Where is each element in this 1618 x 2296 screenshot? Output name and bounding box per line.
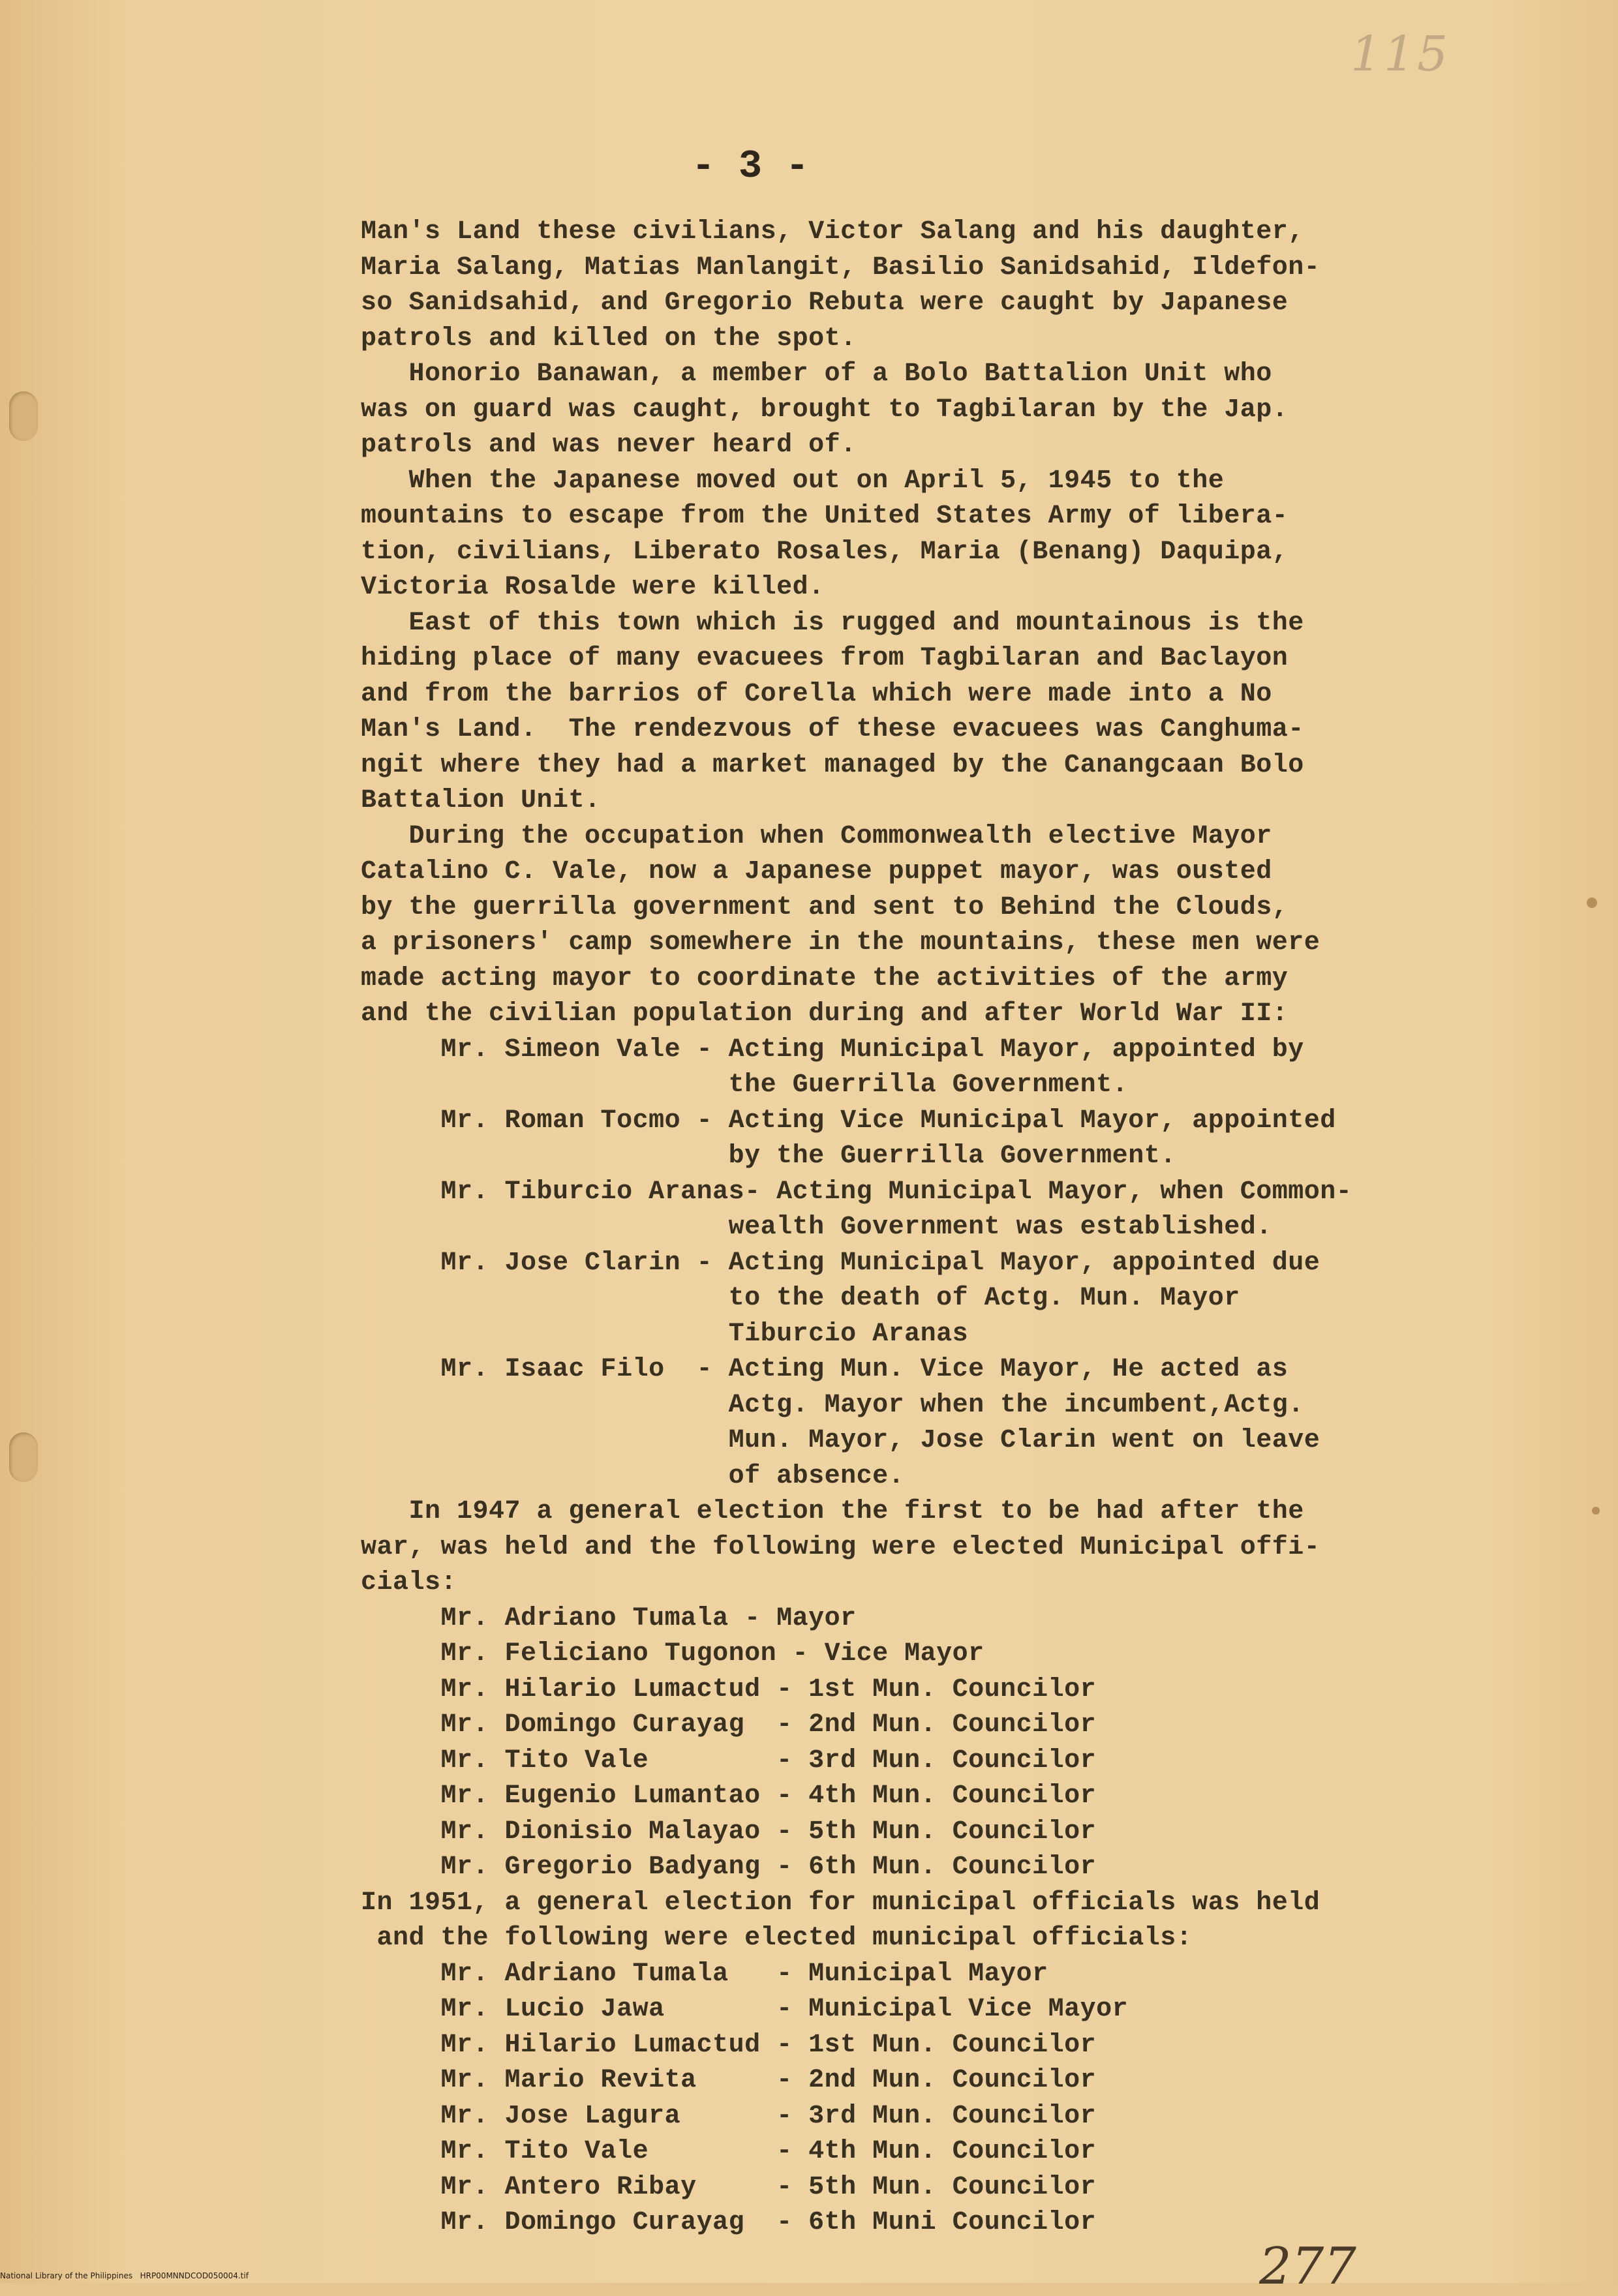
page-number: - 3 -	[692, 145, 810, 189]
text-line: war, was held and the following were elected Municipal offi-	[361, 1532, 1320, 1562]
text-line: Catalino C. Vale, now a Japanese puppet mayor, was ousted	[361, 857, 1272, 886]
text-line: of absence.	[361, 1461, 905, 1491]
text-line: a prisoners' camp somewhere in the mountains, these men were	[361, 928, 1320, 958]
text-line: was on guard was caught, brought to Tagbilaran by the Jap.	[361, 395, 1289, 425]
text-line: patrols and killed on the spot.	[361, 324, 857, 354]
text-line: Mr. Lucio Jawa - Municipal Vice Mayor	[361, 1995, 1129, 2024]
text-line: East of this town which is rugged and mountainous is the	[361, 608, 1304, 638]
text-line: Actg. Mayor when the incumbent,Actg.	[361, 1390, 1304, 1420]
handwritten-number: 277	[1259, 2237, 1356, 2296]
text-line: Battalion Unit.	[361, 786, 601, 815]
text-line: the Guerrilla Government.	[361, 1070, 1129, 1100]
text-line: Mr. Hilario Lumactud - 1st Mun. Councilor	[361, 2030, 1097, 2060]
text-line: In 1951, a general election for municipal officials was held	[361, 1888, 1320, 1918]
text-line: Mr. Gregorio Badyang - 6th Mun. Councilor	[361, 1852, 1097, 1882]
text-line: Maria Salang, Matias Manlangit, Basilio Sanidsahid, Ildefon-	[361, 252, 1320, 282]
text-line: Mr. Adriano Tumala - Mayor	[361, 1603, 857, 1633]
text-line: Tiburcio Aranas	[361, 1319, 969, 1349]
text-line: Mr. Adriano Tumala - Municipal Mayor	[361, 1959, 1048, 1989]
text-line: Victoria Rosalde were killed.	[361, 573, 825, 602]
text-line: Mr. Jose Clarin - Acting Municipal Mayor, appointed due	[361, 1248, 1320, 1278]
text-line: Mr. Simeon Vale - Acting Municipal Mayor, appointed by	[361, 1035, 1304, 1065]
archive-footer: National Library of the Philippines HRP00MNNDCOD050004.tif	[0, 2271, 249, 2280]
text-line: Mr. Domingo Curayag - 6th Muni Councilor	[361, 2208, 1097, 2237]
text-line: by the guerrilla government and sent to Behind the Clouds,	[361, 892, 1289, 922]
text-line: Mun. Mayor, Jose Clarin went on leave	[361, 1426, 1320, 1455]
text-line: Mr. Tiburcio Aranas- Acting Municipal Mayor, when Common-	[361, 1177, 1352, 1207]
text-line: and the civilian population during and after World War II:	[361, 999, 1289, 1029]
text-line: Mr. Roman Tocmo - Acting Vice Municipal Mayor, appointed	[361, 1106, 1336, 1136]
text-line: hiding place of many evacuees from Tagbilaran and Baclayon	[361, 644, 1289, 673]
text-line: wealth Government was established.	[361, 1213, 1272, 1242]
text-line: mountains to escape from the United States Army of libera-	[361, 502, 1289, 531]
text-line: made acting mayor to coordinate the activities of the army	[361, 963, 1289, 993]
text-line: Honorio Banawan, a member of a Bolo Battalion Unit who	[361, 359, 1272, 389]
text-line: Mr. Mario Revita - 2nd Mun. Councilor	[361, 2066, 1097, 2095]
text-line: by the Guerrilla Government.	[361, 1141, 1176, 1171]
text-line: During the occupation when Commonwealth elective Mayor	[361, 821, 1272, 851]
text-line: Mr. Eugenio Lumantao - 4th Mun. Councilor	[361, 1781, 1097, 1811]
text-line: Man's Land these civilians, Victor Salang and his daughter,	[361, 217, 1304, 247]
text-line: Mr. Feliciano Tugonon - Vice Mayor	[361, 1639, 985, 1669]
text-line: so Sanidsahid, and Gregorio Rebuta were caught by Japanese	[361, 288, 1289, 318]
binding-hole	[9, 1432, 38, 1482]
binding-hole	[9, 391, 38, 441]
text-line: Mr. Isaac Filo - Acting Mun. Vice Mayor, He acted as	[361, 1355, 1289, 1384]
stain	[1587, 898, 1597, 908]
folio-annotation: 115	[1351, 26, 1451, 82]
text-line: tion, civilians, Liberato Rosales, Maria (Benang) Daquipa,	[361, 537, 1289, 567]
text-line: When the Japanese moved out on April 5, 1945 to the	[361, 466, 1225, 496]
text-line: Mr. Hilario Lumactud - 1st Mun. Councilor	[361, 1674, 1097, 1704]
text-line: Mr. Tito Vale - 4th Mun. Councilor	[361, 2137, 1097, 2166]
stain	[1592, 1507, 1600, 1515]
text-line: ngit where they had a market managed by the Canangcaan Bolo	[361, 750, 1304, 780]
text-line: Mr. Jose Lagura - 3rd Mun. Councilor	[361, 2101, 1097, 2131]
text-line: cials:	[361, 1568, 457, 1597]
text-line: and from the barrios of Corella which were made into a No	[361, 679, 1272, 709]
text-line: Man's Land. The rendezvous of these evacuees was Canghuma-	[361, 715, 1304, 744]
text-line: Mr. Domingo Curayag - 2nd Mun. Councilor	[361, 1710, 1097, 1740]
text-line: patrols and was never heard of.	[361, 430, 857, 460]
text-line: to the death of Actg. Mun. Mayor	[361, 1284, 1240, 1313]
text-line: and the following were elected municipal officials:	[361, 1924, 1193, 1953]
text-line: Mr. Dionisio Malayao - 5th Mun. Councilor	[361, 1817, 1097, 1847]
text-line: Mr. Tito Vale - 3rd Mun. Councilor	[361, 1745, 1097, 1775]
text-line: In 1947 a general election the first to be had after the	[361, 1497, 1304, 1526]
text-line: Mr. Antero Ribay - 5th Mun. Councilor	[361, 2172, 1097, 2202]
